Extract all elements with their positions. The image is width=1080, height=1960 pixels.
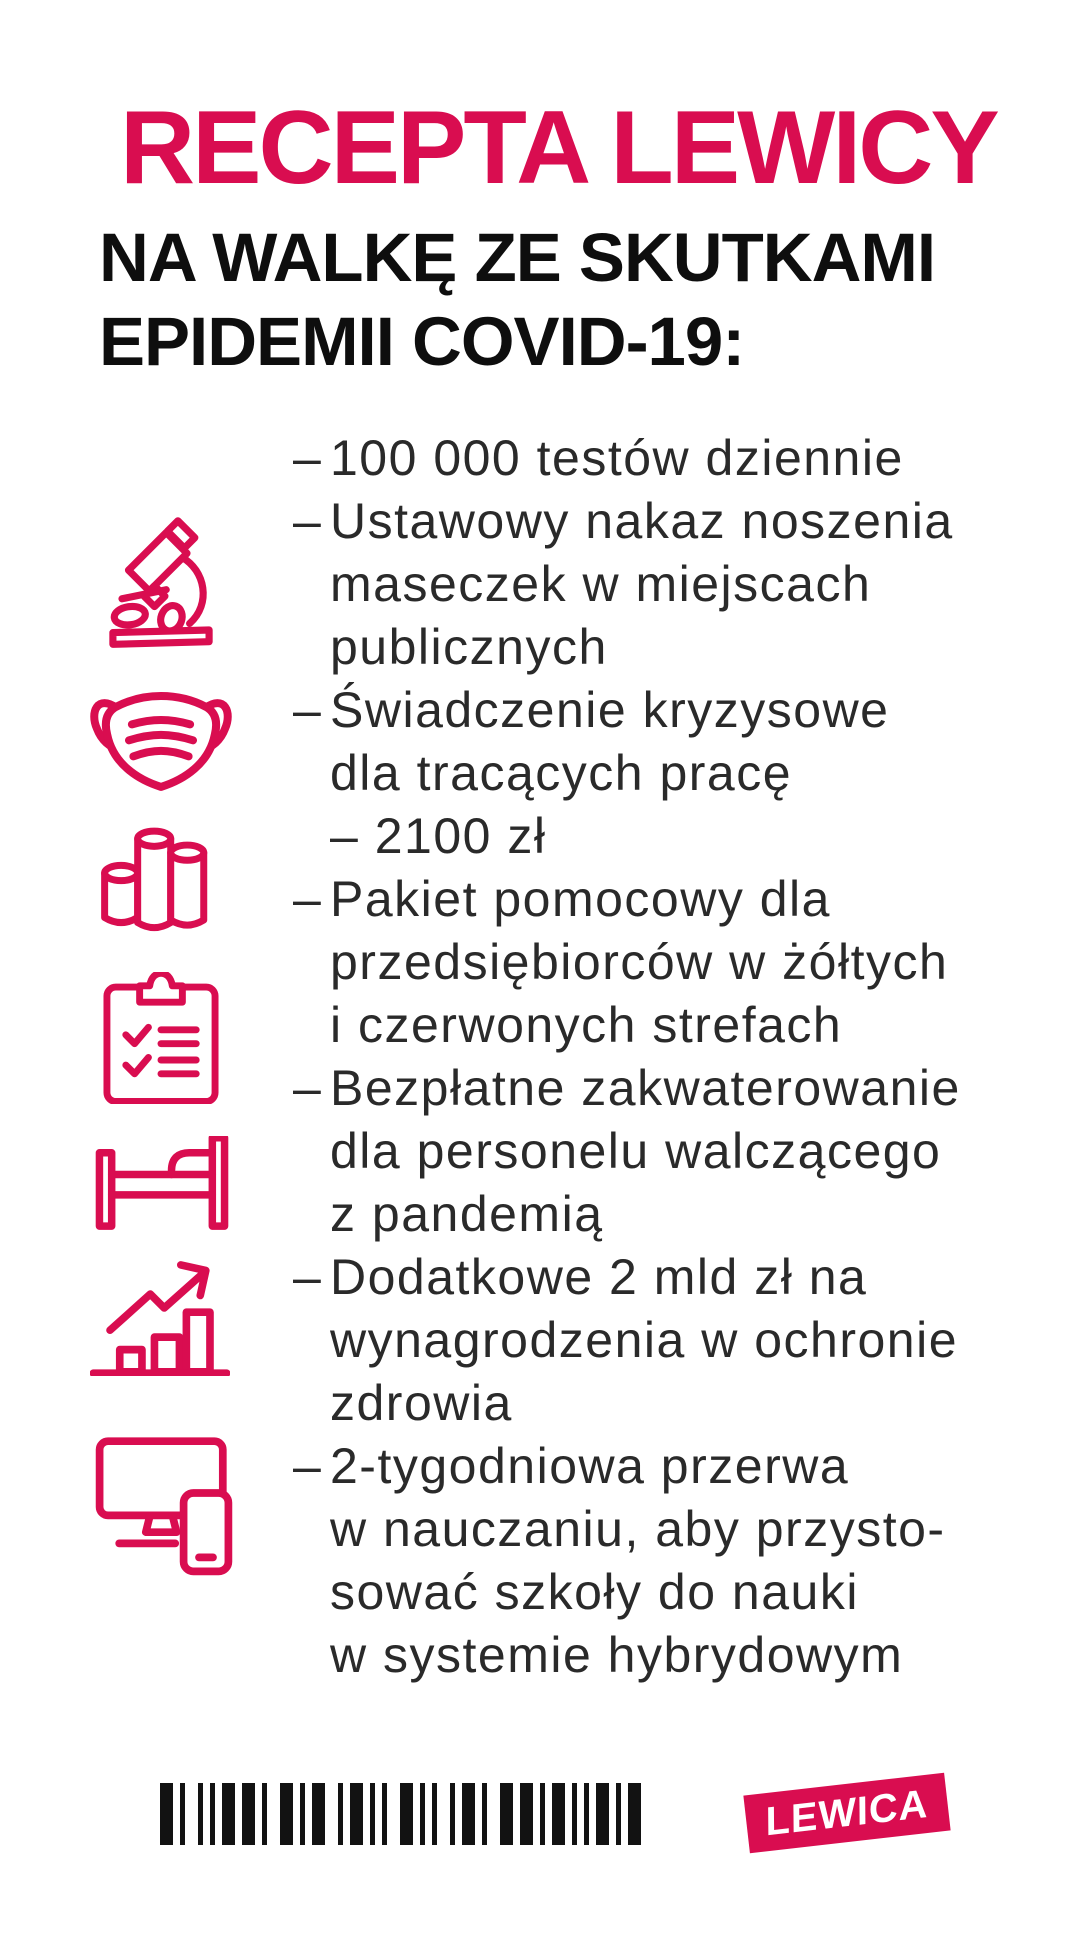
bullet-dash: – [293, 493, 323, 549]
list-line: Ustawowy nakaz noszenia [330, 493, 954, 549]
computer-devices-icon [94, 1436, 234, 1578]
lewica-logo-label: LEWICA [765, 1781, 929, 1844]
list-line: 2-tygodniowa przerwa [330, 1438, 850, 1494]
list-line: – 2100 zł [330, 808, 547, 864]
microscope-icon [96, 512, 226, 657]
list-item [293, 427, 1033, 490]
checklist-clipboard-icon [98, 972, 224, 1104]
list-item [293, 1057, 1033, 1246]
bullet-dash: – [293, 1249, 323, 1305]
page-subtitle [99, 216, 935, 384]
list-line: przedsiębiorców w żółtych [330, 934, 949, 990]
list-item [293, 1435, 1033, 1687]
subtitle-line-1: NA WALKĘ ZE SKUTKAMI [99, 219, 936, 296]
bullet-dash: – [293, 430, 323, 486]
list-item [293, 490, 1033, 679]
bullet-dash: – [293, 1060, 323, 1116]
list-line: dla personelu walczącego [330, 1123, 942, 1179]
bullet-dash: – [293, 1438, 323, 1494]
list-line: z pandemią [330, 1186, 604, 1242]
bullet-dash: – [293, 871, 323, 927]
list-line: zdrowia [330, 1375, 513, 1431]
list-item [293, 868, 1033, 1057]
cylinder-bars-icon [94, 826, 222, 934]
list-line: maseczek w miejscach [330, 556, 872, 612]
list-line: dla tracących pracę [330, 745, 793, 801]
list-line: i czerwonych strefach [330, 997, 843, 1053]
subtitle-line-2: EPIDEMII COVID-19: [99, 303, 745, 380]
list-line: sować szkoły do nauki [330, 1564, 859, 1620]
page-title: RECEPTA LEWICY [120, 90, 997, 206]
list-line: 100 000 testów dziennie [330, 430, 904, 486]
list-line: Pakiet pomocowy dla [330, 871, 831, 927]
list-line: Dodatkowe 2 mld zł na [330, 1249, 868, 1305]
list-line: Bezpłatne zakwaterowanie [330, 1060, 961, 1116]
list-line: wynagrodzenia w ochronie [330, 1312, 959, 1368]
face-mask-icon [88, 688, 234, 800]
list-item [293, 1246, 1033, 1435]
barcode [160, 1783, 652, 1845]
bullet-dash: – [293, 682, 323, 738]
proposal-list [293, 427, 1033, 1687]
bed-icon [94, 1136, 230, 1232]
list-line: w nauczaniu, aby przysto- [330, 1501, 946, 1557]
list-line: w systemie hybrydowym [330, 1627, 904, 1683]
list-line: publicznych [330, 619, 608, 675]
list-line: Świadczenie kryzysowe [330, 682, 890, 738]
lewica-logo [743, 1773, 950, 1853]
list-item [293, 679, 1033, 868]
growth-chart-icon [90, 1258, 230, 1376]
